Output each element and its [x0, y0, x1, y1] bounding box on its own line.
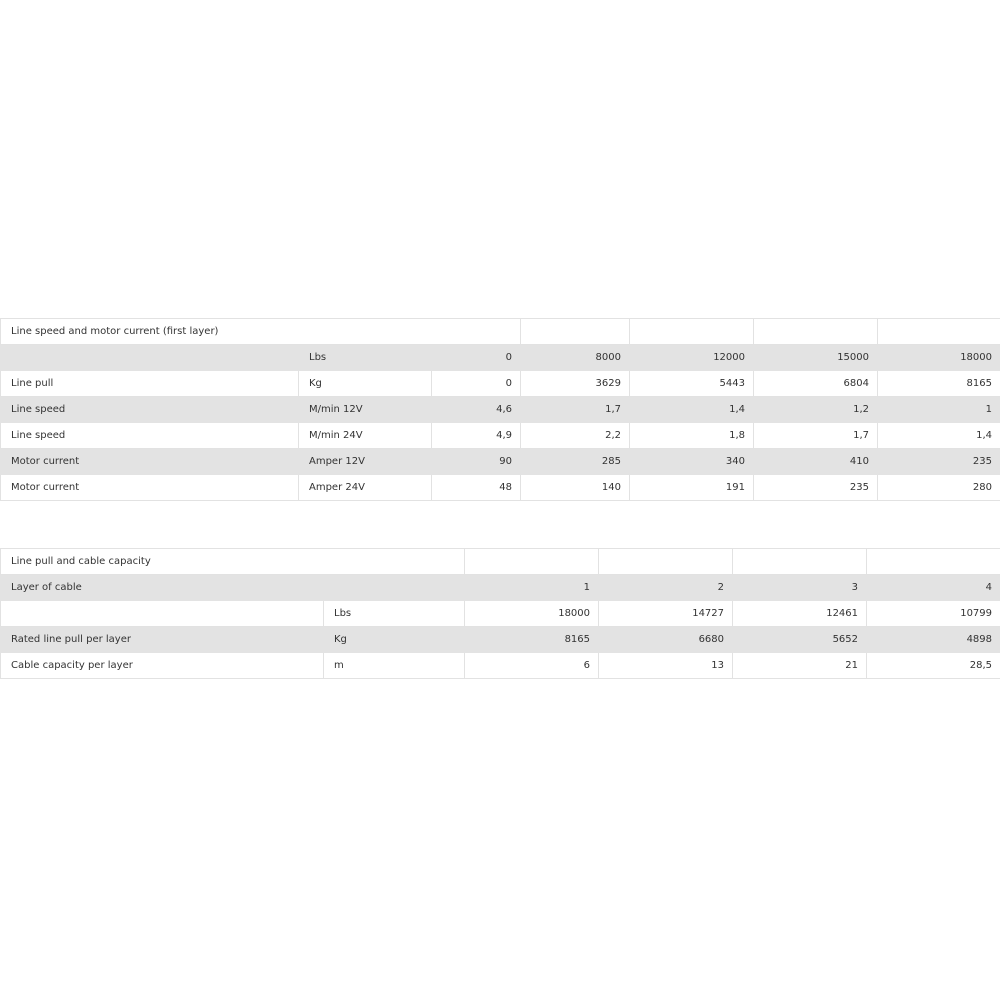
row-label: Line speed	[1, 397, 299, 423]
table-cell: 18000	[878, 345, 1000, 371]
table-cell: 3629	[521, 371, 630, 397]
table-cell: 13	[599, 653, 733, 679]
table-row	[1, 423, 1000, 449]
table-cell: 18000	[465, 601, 599, 627]
table-cell: 0	[432, 345, 521, 371]
table-cell: 4898	[867, 627, 1000, 653]
table-cell: 2	[599, 575, 733, 601]
table-cell: 15000	[754, 345, 878, 371]
table-cell: 1,7	[754, 423, 878, 449]
table-row	[1, 653, 1000, 679]
row-unit: Amper 12V	[299, 449, 432, 475]
table-cell: 2,2	[521, 423, 630, 449]
line-pull-cable-capacity-table	[0, 548, 1000, 679]
row-unit: Amper 24V	[299, 475, 432, 501]
table-cell: 4	[867, 575, 1000, 601]
row-label: Rated line pull per layer	[1, 627, 324, 653]
table-cell: 6680	[599, 627, 733, 653]
table-cell: 1,2	[754, 397, 878, 423]
table-row	[1, 627, 1000, 653]
row-label: Cable capacity per layer	[1, 653, 324, 679]
row-unit: Kg	[324, 627, 465, 653]
table-cell: 140	[521, 475, 630, 501]
table-row	[1, 449, 1000, 475]
table-cell: 6	[465, 653, 599, 679]
table-header-row	[1, 345, 1000, 371]
row-unit: Lbs	[324, 601, 465, 627]
row-label	[1, 345, 299, 371]
table-cell: 1,7	[521, 397, 630, 423]
table-row	[1, 371, 1000, 397]
table-cell: 1	[465, 575, 599, 601]
table-cell: 235	[878, 449, 1000, 475]
row-unit: M/min 24V	[299, 423, 432, 449]
row-unit: Kg	[299, 371, 432, 397]
table-row	[1, 475, 1000, 501]
row-label	[1, 601, 324, 627]
table-cell: 8165	[878, 371, 1000, 397]
table-cell: 12000	[630, 345, 754, 371]
row-label: Motor current	[1, 449, 299, 475]
table-cell: 8165	[465, 627, 599, 653]
table-cell: 6804	[754, 371, 878, 397]
table-cell: 12461	[733, 601, 867, 627]
table-title: Line speed and motor current (first layer)	[1, 319, 521, 345]
table-cell: 0	[432, 371, 521, 397]
table-cell: 90	[432, 449, 521, 475]
table-cell: 285	[521, 449, 630, 475]
table-cell: 280	[878, 475, 1000, 501]
table-cell: 28,5	[867, 653, 1000, 679]
table-cell: 191	[630, 475, 754, 501]
table-cell: 8000	[521, 345, 630, 371]
row-label: Motor current	[1, 475, 299, 501]
table-cell: 410	[754, 449, 878, 475]
table-cell: 4,6	[432, 397, 521, 423]
table-row	[1, 601, 1000, 627]
table-cell: 1,4	[630, 397, 754, 423]
row-unit: M/min 12V	[299, 397, 432, 423]
row-unit	[324, 575, 465, 601]
table-cell: 1	[878, 397, 1000, 423]
table-cell: 340	[630, 449, 754, 475]
table-cell: 21	[733, 653, 867, 679]
table-cell: 235	[754, 475, 878, 501]
table-cell: 14727	[599, 601, 733, 627]
table-cell: 1,8	[630, 423, 754, 449]
table-cell: 5443	[630, 371, 754, 397]
row-unit: Lbs	[299, 345, 432, 371]
table-row	[1, 397, 1000, 423]
table-title-row	[1, 549, 1000, 575]
row-label: Line speed	[1, 423, 299, 449]
row-label: Layer of cable	[1, 575, 324, 601]
table-cell: 4,9	[432, 423, 521, 449]
table-cell: 10799	[867, 601, 1000, 627]
table-cell: 1,4	[878, 423, 1000, 449]
table-title: Line pull and cable capacity	[1, 549, 465, 575]
line-speed-motor-current-table	[0, 318, 1000, 501]
table-cell: 3	[733, 575, 867, 601]
table-cell: 5652	[733, 627, 867, 653]
row-unit: m	[324, 653, 465, 679]
table-title-row	[1, 319, 1000, 345]
table-row	[1, 575, 1000, 601]
row-label: Line pull	[1, 371, 299, 397]
table-cell: 48	[432, 475, 521, 501]
